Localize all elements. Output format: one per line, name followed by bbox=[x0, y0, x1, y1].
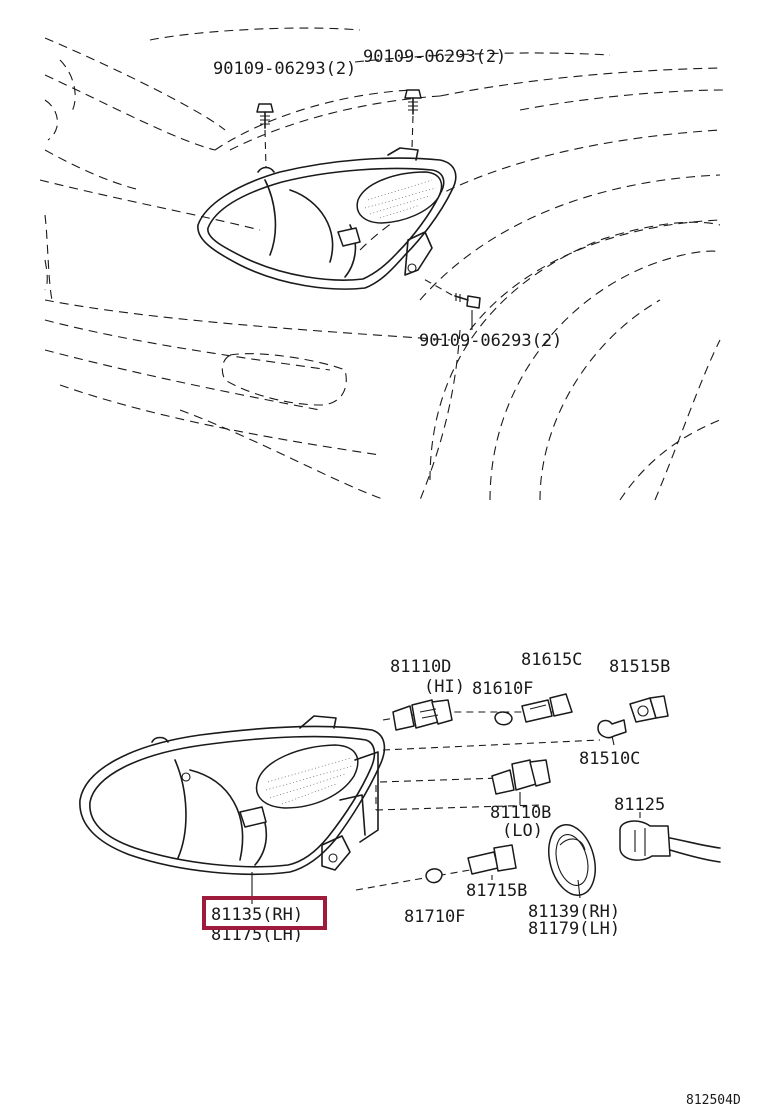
bulb-81610f bbox=[495, 712, 512, 725]
leader-lower bbox=[356, 870, 470, 890]
callout-bolt-lower: 90109-06293(2) bbox=[419, 331, 563, 351]
bolt-top-left bbox=[257, 104, 273, 168]
callout-bolt-top-right: 90109-06293(2) bbox=[363, 47, 507, 67]
bulb-lo bbox=[492, 760, 550, 805]
callout-bulb-lo: 81110B bbox=[490, 803, 552, 823]
headlamp-unit bbox=[80, 716, 385, 874]
callout-bulb-hi-note: (HI) bbox=[424, 677, 465, 697]
callout-bolt-top-left: 90109-06293(2) bbox=[213, 59, 357, 79]
socket-81125 bbox=[620, 812, 720, 862]
diagram-id: 812504D bbox=[686, 1093, 741, 1108]
callout-bulb-f: 81610F bbox=[472, 679, 534, 699]
socket-81715b bbox=[468, 845, 516, 880]
callout-bulb-lower: 81710F bbox=[404, 907, 466, 927]
callout-bulb-c: 81510C bbox=[579, 749, 641, 769]
cover-81139 bbox=[541, 820, 602, 901]
bulb-81510c bbox=[598, 720, 626, 745]
callout-unit-rh[interactable]: 81135(RH) bbox=[211, 905, 304, 925]
callout-socket-b: 81515B bbox=[609, 657, 671, 677]
bulb-81710f bbox=[426, 869, 442, 883]
bolt-top-right bbox=[405, 90, 421, 148]
callout-cover-rh: 81139(RH) bbox=[528, 902, 621, 922]
callout-socket-lower: 81715B bbox=[466, 881, 528, 901]
headlamp-installed bbox=[198, 148, 456, 289]
callout-socket-81125: 81125 bbox=[614, 795, 666, 815]
leader-mid-1 bbox=[383, 740, 600, 750]
bolt-lower bbox=[422, 278, 480, 330]
callout-bulb-hi: 81110D bbox=[390, 657, 452, 677]
callout-socket-c: 81615C bbox=[521, 650, 583, 670]
callout-cover-lh: 81179(LH) bbox=[528, 919, 621, 939]
leader-mid-2 bbox=[380, 778, 500, 782]
bulb-hi bbox=[393, 700, 452, 730]
vehicle-body-outline bbox=[40, 28, 725, 500]
callout-bulb-lo-note: (LO) bbox=[502, 821, 543, 841]
socket-81515b bbox=[630, 696, 668, 722]
callout-unit-lh: 81175(LH) bbox=[211, 925, 304, 945]
